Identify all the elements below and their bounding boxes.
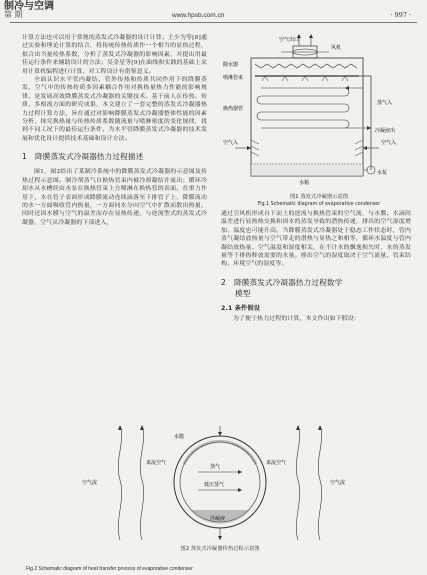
- paragraph: 为了便于热力过程的计算，本文作出如下假设：: [233, 316, 360, 323]
- label-water-eliminator: 除水器: [223, 62, 239, 68]
- subsection-heading: 2.1 条件假设: [221, 304, 261, 312]
- label-tube-bundle: 换热器管: [223, 106, 244, 112]
- fig1-caption-cn: 图1 蒸发式冷凝器示意图: [289, 194, 349, 200]
- page-header: [0, 0, 427, 26]
- paragraph: 图1、图2给出了某制冷系统中的降膜蒸发式冷凝器的示意图及传热过程示意图。制冷剂蒸气自换热管束内被冷却凝结并流出；循环冷却水从水槽经由水泵在换热管束上方喷淋在换热管的表面，在重力作用下，水在管子表面形成降膜流动连续滴落至下排管子上，降膜流动的水一方面吸收管内热量，一方面同水分向空气中扩散而散出热量，同时还因水膜与空气的温差而存在显热传递。与逆流型式的蒸发式冷凝器，空气从冷凝器的下部进入，: [22, 169, 207, 226]
- label-water-tank: 水箱: [299, 180, 310, 186]
- page-number: · 997 ·: [390, 11, 411, 19]
- label-low-pressure-vapor: 低压蒸气: [204, 482, 225, 488]
- section-title-line1: 降膜蒸发式冷凝器热力过程数学: [233, 277, 343, 287]
- label-water-film: 水膜: [174, 434, 185, 440]
- figure-2: [80, 424, 360, 570]
- left-column: [22, 34, 207, 227]
- header-rule: [10, 22, 417, 23]
- right-column: [221, 210, 411, 324]
- journal-logo-title: 制冷与空调: [4, 1, 54, 12]
- heat-transfer-diagram: [80, 424, 360, 542]
- section-heading-1: [22, 151, 207, 162]
- label-air-outlet: 空气出口: [279, 37, 300, 43]
- label-spray-pipe: 喷淋管束: [223, 75, 244, 81]
- fig1-caption-en: Fig.1 Schematic diagram of evaporative condenser: [257, 202, 381, 207]
- label-incoming-air-left: 来流空气: [146, 460, 167, 466]
- label-condensate-out: 冷凝液出: [375, 128, 396, 134]
- paragraph: 计算方法也可以用于常规的蒸发式冷凝器的设计计算；王少为等[8]通过实验和理论计算的结合，将传统传热传质作一个相当的显热过程，拟合出当量传热系数，分析了蒸发式冷凝器的影响因素，并提出用最佳运行条件来辅助设计的方法；吴金星等[9]在曲线和实践的基础上采用计算机编程进行计算，对工程设计有借鉴意义。: [22, 35, 207, 75]
- section-number: 1: [22, 152, 27, 162]
- journal-logo: [4, 3, 54, 19]
- label-air-flow-left: 空气流: [82, 480, 98, 486]
- fig2-caption-en: Fig.2 Schematic diagram of heat transfer process of evaporative condenser: [26, 566, 193, 572]
- journal-url[interactable]: www.hpsb.com.cn: [172, 12, 225, 19]
- fig2-caption-cn: 图2 蒸发式冷凝器传热过程示意图: [180, 546, 260, 552]
- paragraph: 通过引风机形成自下而上的逆流与换热管束的空气流，与水膜、水滴间温差进行显热热交换和因水的蒸发导致的潜热传递，排出的空气湿度增加、温度也可能升高。当降膜蒸发式冷凝器处于稳态工作状态时，管内蒸气凝结放热量与空气带走的潜热与显热之和相等，循环水温度与管内凝结放热量、空气温度和湿度相关，在不计水的飘逸损失时，水的蒸发量等于排热释放需要的水量。排出空气的湿度取决于空气流量、管束结构、环境空气的湿度等。: [221, 211, 411, 268]
- label-incoming-air-right: 来流空气: [266, 460, 287, 466]
- label-fan: 风机: [331, 45, 342, 51]
- section-heading-2: [221, 277, 411, 299]
- section-title: 降膜蒸发式冷凝器热力过程描述: [34, 152, 144, 162]
- label-air-flow-right: 空气流: [330, 480, 346, 486]
- paragraph: 全面认识水平管内凝结、管外传热和传质共同作用下的降膜蒸发、空气中的传热传质多因素耦合作用对换热量热力性能的影响规律，是发展高效降膜蒸发式冷凝器的关键技术。基于前人在传热、传质、多相流方面的研究成果，本文建立了一套完整的蒸发式冷凝器热力过程计算方法，旨在通过对影响降膜蒸发式冷凝器整体性能的因素分析，探究换热量与传热传质系数随流量与喷淋密度的变化规律，找到不同工况下的最佳运行条件，为水平管降膜蒸发式冷凝器的技术发展和优化设计提供技术基础和设计方法。: [22, 77, 207, 142]
- evaporative-condenser-diagram: [221, 32, 417, 190]
- label-condensate: 冷凝液: [210, 516, 226, 522]
- figure-1: [221, 32, 417, 207]
- section-number: 2: [221, 277, 226, 287]
- label-vapor: 蒸气: [210, 464, 221, 470]
- label-air-in-left: 空气入: [223, 140, 239, 146]
- section-title-line2: 模型: [235, 288, 251, 298]
- label-air-in-right: 空气入: [381, 140, 397, 146]
- journal-issue: 第 期: [4, 10, 23, 19]
- label-pump: 水泵: [377, 170, 388, 176]
- label-vapor-in: 蒸气入: [377, 100, 393, 106]
